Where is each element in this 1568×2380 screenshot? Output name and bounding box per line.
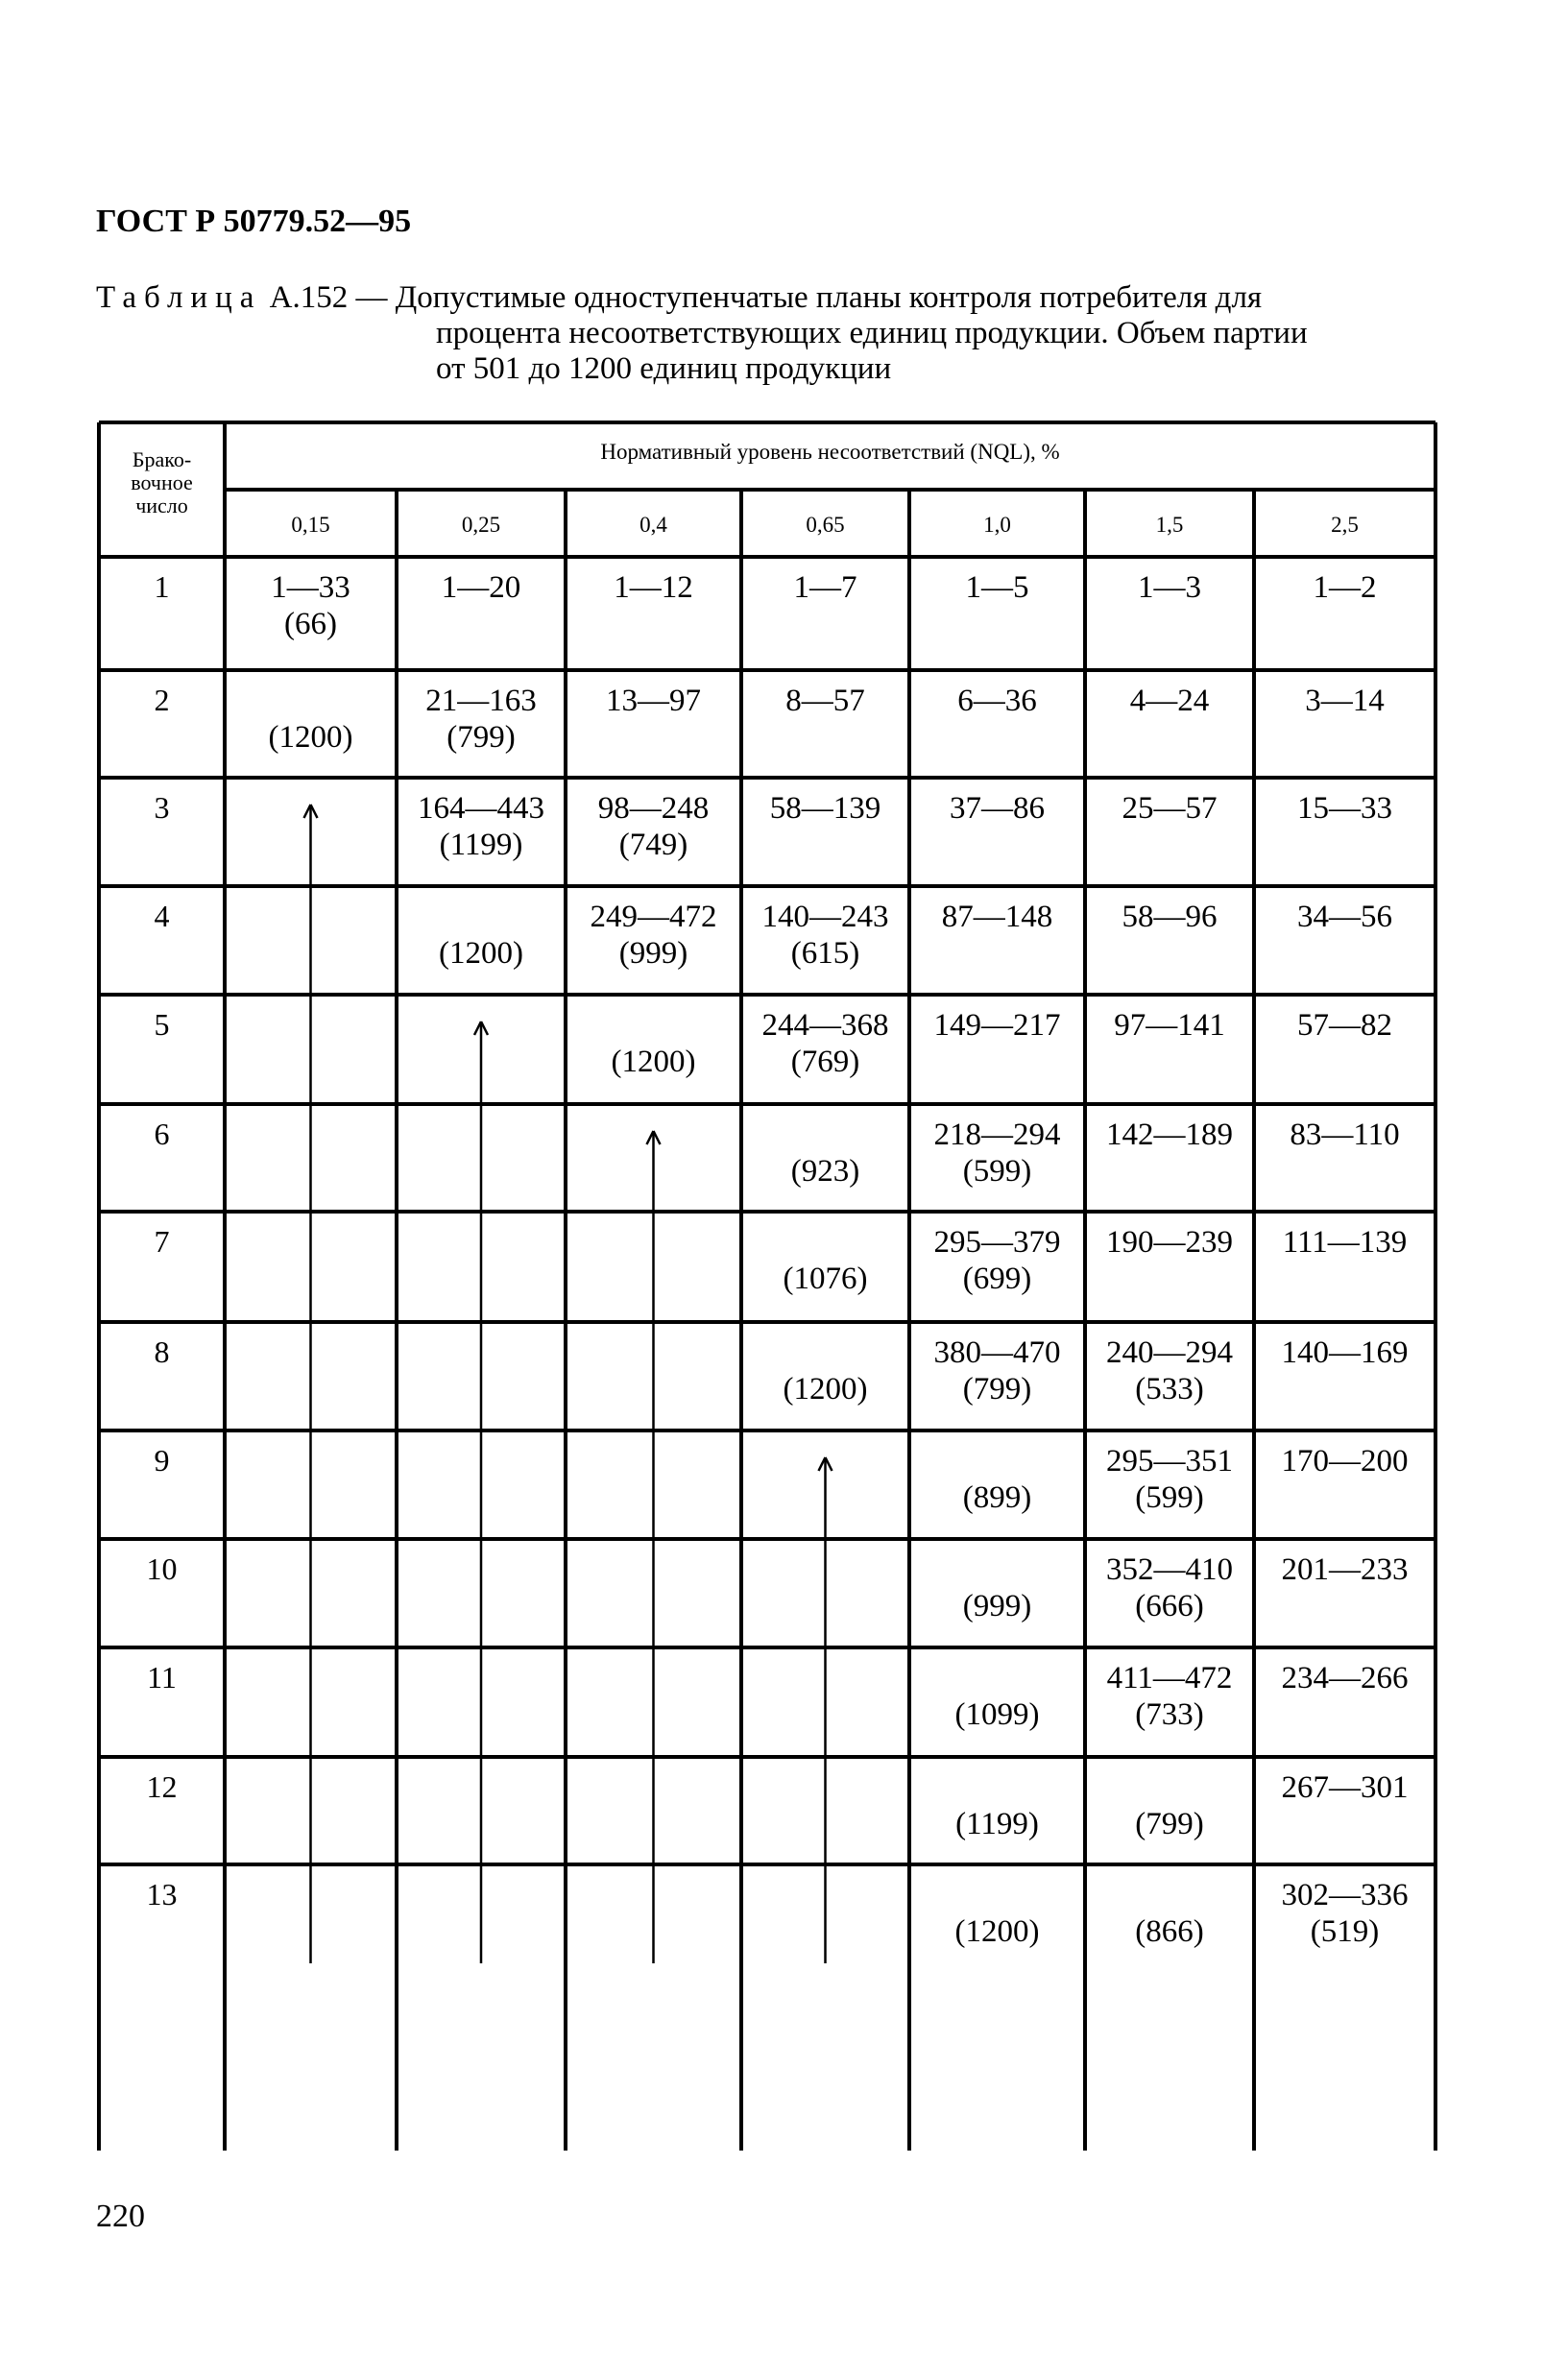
- batch-size-limit: (999): [962, 1589, 1032, 1623]
- batch-size-range: 1—33: [271, 570, 350, 605]
- batch-size-limit: (799): [962, 1372, 1032, 1406]
- batch-size-range: 244—368: [761, 1008, 889, 1043]
- caption-line-1: Допустимые одноступенчатые планы контроля потребителя для: [395, 280, 1263, 315]
- batch-size-range: 58—139: [769, 791, 881, 826]
- batch-size-range: 295—379: [933, 1225, 1061, 1260]
- batch-size-range: 142—189: [1106, 1118, 1233, 1152]
- acceptance-number: 13: [146, 1877, 178, 1911]
- batch-size-range: 97—141: [1114, 1008, 1225, 1043]
- batch-size-range: 98—248: [597, 791, 710, 826]
- batch-size-limit: (1099): [954, 1697, 1040, 1732]
- batch-size-range: 149—217: [933, 1008, 1061, 1043]
- batch-size-limit: (899): [962, 1480, 1032, 1515]
- acceptance-number: 4: [154, 899, 170, 933]
- batch-size-limit: (1200): [611, 1045, 696, 1079]
- caption-number: А.152 —: [269, 280, 388, 315]
- row-header-label: Брако-: [132, 447, 192, 471]
- caption-line-3: от 501 до 1200 единиц продукции: [436, 351, 892, 386]
- batch-size-limit: (1200): [268, 720, 353, 755]
- batch-size-range: 267—301: [1281, 1770, 1409, 1805]
- batch-size-range: 164—443: [418, 791, 544, 826]
- acceptance-number: 6: [154, 1117, 170, 1151]
- batch-size-range: 21—163: [425, 684, 537, 718]
- acceptance-number: 1: [154, 569, 170, 604]
- batch-size-range: 140—243: [761, 900, 889, 934]
- batch-size-limit: (923): [790, 1154, 860, 1189]
- batch-size-range: 37—86: [950, 791, 1045, 826]
- nql-column-header: 0,4: [639, 513, 667, 537]
- nql-column-header: 1,5: [1155, 513, 1184, 537]
- batch-size-range: 6—36: [957, 684, 1037, 718]
- caption-line-2: процента несоответствующих единиц продукции. Объем партии: [436, 316, 1308, 350]
- batch-size-range: 380—470: [933, 1335, 1061, 1370]
- nql-column-header: 0,15: [291, 513, 330, 537]
- batch-size-limit: (733): [1135, 1697, 1204, 1732]
- batch-size-range: 8—57: [785, 684, 865, 718]
- batch-size-range: 1—2: [1313, 570, 1377, 605]
- batch-size-range: 302—336: [1281, 1878, 1409, 1912]
- batch-size-limit: (1199): [439, 828, 523, 862]
- batch-size-limit: (999): [618, 936, 688, 971]
- batch-size-range: 87—148: [941, 900, 1053, 934]
- batch-size-limit: (1076): [783, 1262, 868, 1296]
- batch-size-range: 83—110: [1290, 1118, 1400, 1152]
- batch-size-range: 1—5: [965, 570, 1029, 605]
- batch-size-limit: (769): [790, 1045, 860, 1079]
- batch-size-range: 13—97: [606, 684, 701, 718]
- batch-size-limit: (1199): [955, 1807, 1039, 1841]
- acceptance-number: 10: [146, 1551, 178, 1586]
- batch-size-range: 218—294: [933, 1118, 1061, 1152]
- batch-size-limit: (599): [1135, 1480, 1204, 1515]
- batch-size-limit: (699): [962, 1262, 1032, 1296]
- nql-column-header: 1,0: [983, 513, 1011, 537]
- batch-size-range: 201—233: [1281, 1552, 1409, 1587]
- batch-size-range: 295—351: [1106, 1444, 1233, 1478]
- batch-size-limit: (799): [1135, 1807, 1204, 1841]
- batch-size-limit: (1200): [954, 1914, 1040, 1949]
- batch-size-range: 1—20: [441, 570, 521, 605]
- batch-size-range: 25—57: [1122, 791, 1218, 826]
- batch-size-range: 3—14: [1305, 684, 1385, 718]
- acceptance-number: 12: [146, 1769, 178, 1804]
- batch-size-limit: (666): [1135, 1589, 1204, 1623]
- acceptance-number: 7: [154, 1224, 170, 1259]
- batch-size-limit: (749): [618, 828, 688, 862]
- batch-size-limit: (533): [1135, 1372, 1204, 1406]
- row-header-label: вочное: [131, 470, 193, 494]
- nql-column-header: 0,25: [461, 513, 501, 537]
- batch-size-range: 249—472: [590, 900, 717, 934]
- batch-size-limit: (866): [1135, 1914, 1204, 1949]
- batch-size-range: 1—12: [614, 570, 693, 605]
- nql-column-header: 2,5: [1331, 513, 1359, 537]
- batch-size-limit: (599): [962, 1154, 1032, 1189]
- acceptance-number: 5: [154, 1007, 170, 1042]
- document-title: ГОСТ Р 50779.52—95: [96, 204, 412, 239]
- batch-size-range: 234—266: [1281, 1661, 1409, 1695]
- batch-size-range: 190—239: [1106, 1225, 1233, 1260]
- batch-size-range: 1—3: [1138, 570, 1201, 605]
- batch-size-limit: (615): [790, 936, 860, 971]
- batch-size-range: 240—294: [1106, 1335, 1233, 1370]
- acceptance-number: 8: [154, 1334, 170, 1369]
- batch-size-range: 34—56: [1297, 900, 1392, 934]
- batch-size-range: 15—33: [1297, 791, 1392, 826]
- batch-size-limit: (1200): [783, 1372, 868, 1406]
- nql-column-header: 0,65: [806, 513, 845, 537]
- acceptance-number: 9: [154, 1443, 170, 1478]
- acceptance-number: 2: [154, 683, 170, 717]
- batch-size-range: 57—82: [1297, 1008, 1392, 1043]
- caption-label: Таблица: [96, 280, 262, 315]
- acceptance-number: 11: [147, 1660, 177, 1695]
- batch-size-range: 111—139: [1282, 1225, 1408, 1260]
- batch-size-limit: (1200): [439, 936, 523, 971]
- batch-size-range: 352—410: [1106, 1552, 1233, 1587]
- batch-size-limit: (519): [1310, 1914, 1380, 1949]
- acceptance-number: 3: [154, 790, 170, 825]
- batch-size-range: 170—200: [1281, 1444, 1409, 1478]
- batch-size-range: 58—96: [1122, 900, 1218, 934]
- nql-group-header: Нормативный уровень несоответствий (NQL), %: [600, 440, 1060, 464]
- batch-size-range: 4—24: [1129, 684, 1210, 718]
- batch-size-range: 411—472: [1106, 1661, 1233, 1695]
- row-header-label: число: [135, 493, 188, 517]
- batch-size-limit: (799): [446, 720, 516, 755]
- batch-size-range: 140—169: [1281, 1335, 1409, 1370]
- batch-size-range: 1—7: [793, 570, 857, 605]
- page-number: 220: [96, 2199, 145, 2234]
- batch-size-limit: (66): [284, 607, 337, 641]
